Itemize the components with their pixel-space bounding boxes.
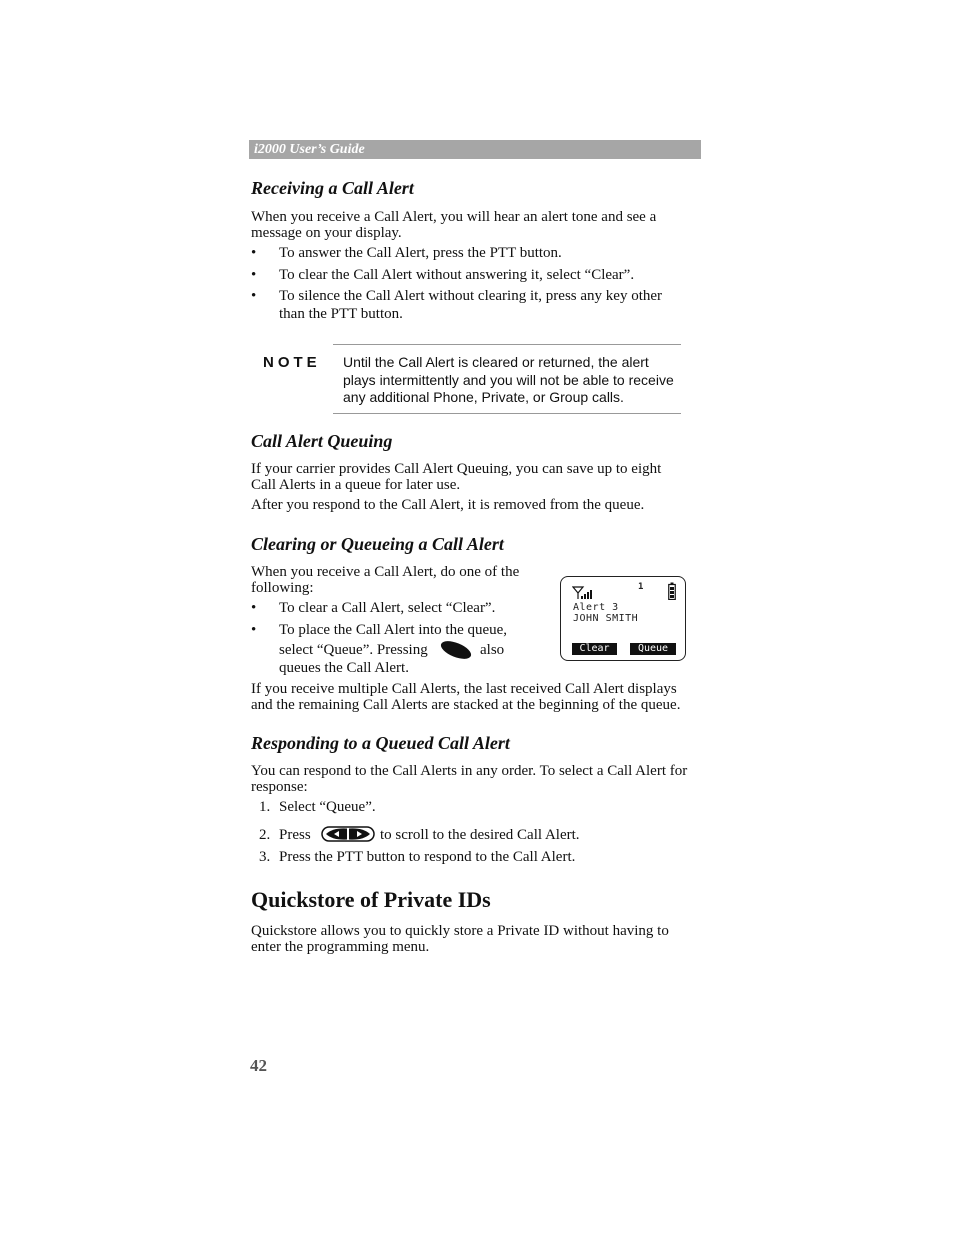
bullet-text: To place the Call Alert into the queue, xyxy=(279,622,508,638)
step-text: Press the PTT button to respond to the Call Alert. xyxy=(279,849,576,865)
responding-intro-line2: response: xyxy=(251,779,308,795)
bullet-text-cont: select “Queue”. Pressing xyxy=(279,642,428,658)
list-item xyxy=(251,266,701,284)
quickstore-line1: Quickstore allows you to quickly store a Private ID without having to xyxy=(251,923,669,939)
step-number: 1. xyxy=(259,799,271,815)
page-number: 42 xyxy=(250,1056,267,1075)
display-line2: JOHN SMITH xyxy=(573,613,639,624)
running-header xyxy=(249,140,701,159)
list-item xyxy=(251,599,541,617)
list-item xyxy=(251,287,701,323)
bullet-text-cont: queues the Call Alert. xyxy=(279,660,409,676)
battery-icon xyxy=(668,582,676,605)
clearing-outro-line2: and the remaining Call Alerts are stacked at the beginning of the queue. xyxy=(251,697,681,713)
receiving-heading: Receiving a Call Alert xyxy=(251,178,414,198)
bullet-dot: • xyxy=(251,622,257,638)
quickstore-line2: enter the programming menu. xyxy=(251,939,430,955)
scroll-key-icon xyxy=(321,826,375,847)
clearing-intro-line2: following: xyxy=(251,580,314,596)
list-item xyxy=(259,798,699,816)
receiving-intro-line2: message on your display. xyxy=(251,225,402,241)
responding-heading: Responding to a Queued Call Alert xyxy=(251,733,510,753)
list-item xyxy=(251,244,701,262)
bullet-dot: • xyxy=(251,600,257,616)
note-line1: Until the Call Alert is cleared or returned, the alert xyxy=(343,354,649,370)
phone-display xyxy=(560,576,686,661)
clearing-outro-line1: If you receive multiple Call Alerts, the last received Call Alert displays xyxy=(251,681,677,697)
list-item xyxy=(259,848,699,866)
bullet-dot: • xyxy=(251,288,257,304)
bullet-text-cont: also xyxy=(480,642,505,658)
clearing-heading: Clearing or Queueing a Call Alert xyxy=(251,534,504,554)
note-bottom-rule xyxy=(333,413,681,414)
queuing-p1-line2: Call Alerts in a queue for later use. xyxy=(251,477,461,493)
display-indicator: 1 xyxy=(638,582,644,592)
bullet-text: To clear a Call Alert, select “Clear”. xyxy=(279,600,496,616)
send-key-icon xyxy=(439,639,473,666)
softkey-queue[interactable]: Queue xyxy=(630,643,676,655)
queuing-p2: After you respond to the Call Alert, it is removed from the queue. xyxy=(251,497,645,513)
bullet-text-cont: than the PTT button. xyxy=(279,306,403,322)
bullet-text: To silence the Call Alert without clearing it, press any key other xyxy=(279,288,663,304)
receiving-intro-line1: When you receive a Call Alert, you will hear an alert tone and see a xyxy=(251,209,657,225)
step-text: Select “Queue”. xyxy=(279,799,376,815)
quickstore-heading: Quickstore of Private IDs xyxy=(251,887,491,912)
note-label: NOTE xyxy=(263,354,321,371)
note-line2: plays intermittently and you will not be able to receive xyxy=(343,372,674,388)
bullet-dot: • xyxy=(251,267,257,283)
running-header-title: i2000 User’s Guide xyxy=(254,142,365,157)
note-line3: any additional Phone, Private, or Group calls. xyxy=(343,389,624,405)
step-number: 3. xyxy=(259,849,271,865)
step-text: Press xyxy=(279,827,311,843)
note-top-rule xyxy=(333,344,681,345)
display-line1: Alert 3 xyxy=(573,602,619,613)
bullet-text: To answer the Call Alert, press the PTT button. xyxy=(279,245,562,261)
bullet-text: To clear the Call Alert without answering it, select “Clear”. xyxy=(279,267,635,283)
responding-intro-line1: You can respond to the Call Alerts in any order. To select a Call Alert for xyxy=(251,763,688,779)
step-text-cont: to scroll to the desired Call Alert. xyxy=(380,827,580,843)
softkey-clear[interactable]: Clear xyxy=(572,643,617,655)
queuing-heading: Call Alert Queuing xyxy=(251,431,393,451)
bullet-dot: • xyxy=(251,245,257,261)
list-item xyxy=(251,621,541,677)
step-number: 2. xyxy=(259,827,271,843)
list-item xyxy=(259,826,699,846)
clearing-intro-line1: When you receive a Call Alert, do one of the xyxy=(251,564,520,580)
queuing-p1-line1: If your carrier provides Call Alert Queuing, you can save up to eight xyxy=(251,461,662,477)
